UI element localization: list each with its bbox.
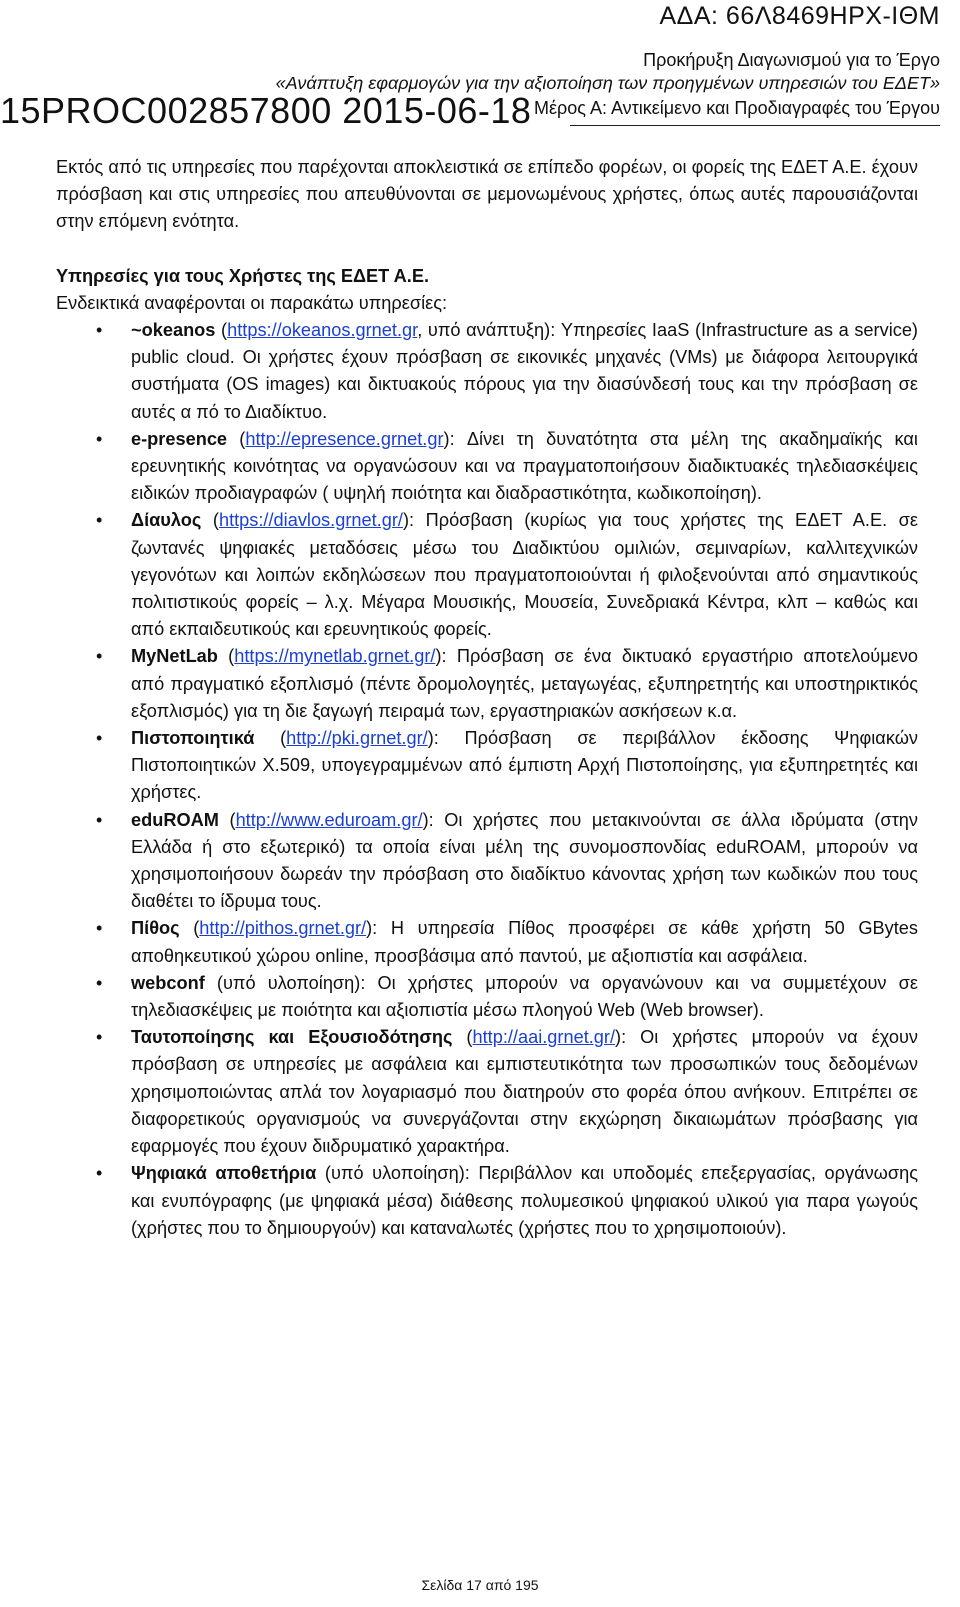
bullet-icon: • — [96, 972, 103, 993]
service-desc: ): Δίνει τη δυνατότητα στα μέλη της ακαδημαϊκής και ερευνητικής κοινότητας να οργανώσουν και να πραγματοποιήσουν διαδικτυακές τηλεδιασκέψεις ειδικών προδιαγραφών ( υψηλή ποιότητα και διαδραστικότητα, κωδικοποίηση). — [131, 428, 918, 504]
bullet-icon: • — [96, 428, 103, 449]
service-name: Ψηφιακά αποθετήρια — [131, 1163, 317, 1184]
service-desc: : Περιβάλλον και υποδομές επεξεργασίας, οργάνωσης και ενυπόγραφης (με ψηφιακά μέσα) διάθεσης πολυμεσικού ψηφιακού υλικού για παρα γωγούς (χρήστες που το δημιουργούν) και καταναλωτές (χρήστες που το χρησιμοποιούν). — [131, 1163, 918, 1238]
service-link[interactable]: http://www.eduroam.gr/ — [235, 809, 423, 830]
bullet-icon: • — [96, 728, 103, 749]
page-number: Σελίδα 17 από 195 — [421, 1577, 539, 1593]
service-paren: ( — [227, 428, 246, 449]
section-title: Υπηρεσίες για τους Χρήστες της ΕΔΕΤ Α.Ε. — [56, 266, 430, 286]
service-paren: ( — [452, 1027, 473, 1048]
service-name: eduROAM — [131, 809, 219, 830]
bullet-icon: • — [96, 1163, 103, 1184]
service-desc: : Οι χρήστες μπορούν να οργανώνουν και να συμμετέχουν σε τηλεδιασκέψεις με ποιότητα και αξιοπιστία μέσω πλοηγού Web (Web browser). — [131, 972, 918, 1021]
document-stamp: 15PROC002857800 2015-06-18 — [0, 90, 532, 131]
list-item-pithos — [56, 915, 918, 969]
list-item-aai — [56, 1024, 918, 1160]
service-desc: ): Πρόσβαση σε περιβάλλον έκδοσης Ψηφιακών Πιστοποιητικών X.509, υπογεγραμμένων από έμπιστη Αρχή Πιστοποίησης, για εξυπηρετητές και χρήστες. — [131, 728, 918, 803]
ada-code: ΑΔΑ: 66Λ8469ΗΡΧ-ΙΘΜ — [659, 2, 940, 30]
service-link[interactable]: http://epresence.grnet.gr — [245, 428, 444, 449]
service-link[interactable]: http://aai.grnet.gr/ — [472, 1027, 616, 1048]
bullet-icon: • — [96, 510, 103, 531]
list-item-eduroam — [56, 807, 918, 916]
service-desc: ): Οι χρήστες μπορούν να έχουν πρόσβαση σε υπηρεσίες με ασφάλεια και εμπιστευτικότητα των προσωπικών τους δεδομένων χρησιμοποιώντας απλά τον λογαριασμό που διατηρούν στο φορέα όπου ανήκουν. Επιτρέπει σε διαφορετικούς οργανισμούς να συνεργάζονται στην εκχώρηση δικαιωμάτων πρόσβασης για εφαρμογές που έχουν διιδρυματικό χαρακτήρα. — [131, 1027, 918, 1157]
header-project-name: «Ανάπτυξη εφαρμογών για την αξιοποίηση των προηγμένων υπηρεσιών του ΕΔΕΤ» — [275, 73, 940, 93]
service-paren: ( — [217, 646, 235, 667]
list-item-epresence — [56, 426, 918, 508]
service-name: e-presence — [131, 428, 228, 449]
list-item-webconf — [56, 970, 918, 1024]
service-name: ~okeanos — [131, 320, 216, 340]
list-item-mynetlab — [56, 643, 918, 725]
service-name: webconf — [131, 972, 205, 993]
service-link[interactable]: http://pithos.grnet.gr/ — [199, 918, 367, 939]
service-paren: ( — [179, 918, 200, 939]
list-item-repositories — [56, 1160, 918, 1242]
service-link[interactable]: https://diavlos.grnet.gr/ — [218, 510, 403, 531]
service-link[interactable]: http://pki.grnet.gr/ — [286, 728, 428, 749]
header-divider — [570, 125, 940, 126]
service-desc: ): Οι χρήστες που μετακινούνται σε άλλα ιδρύματα (στην Ελλάδα ή στο εξωτερικό) τα οποία είναι μέλη της συνομοσπονδίας eduROAM, μπορούν να χρησιμοποιήσουν δωρεάν την πρόσβαση στο διαδίκτυο κάνοντας χρήση των κωδικών που τους διαθέτει το ίδρυμα τους. — [131, 809, 918, 912]
list-item-pki — [56, 725, 918, 807]
service-name: MyNetLab — [131, 646, 218, 667]
service-link[interactable]: https://mynetlab.grnet.gr/ — [234, 646, 436, 667]
bullet-icon: • — [96, 320, 103, 340]
service-desc: , υπό ανάπτυξη): Υπηρεσίες IaaS (Infrastructure as a service) public cloud. Οι χρήστες έχουν πρόσβαση σε εικονικές μηχανές (VMs) με διάφορα λειτουργικά συστήματα (OS images) και δικτυακούς πόρους για την διασύνδεσή τους και την πρόσβαση σε αυτές α πό το Διαδίκτυο. — [131, 320, 918, 422]
bullet-icon: • — [96, 918, 103, 939]
list-item-diavlos — [56, 507, 918, 643]
service-desc: ): Πρόσβαση σε ένα δικτυακό εργαστήριο αποτελούμενο από πραγματικό εξοπλισμό (πέντε δρομολογητές, μεταγωγέας, εξυπηρετητής και υποστηρικτικός εξοπλισμός) για τη διε ξαγωγή πειραμά των, εργαστηριακών ασκήσεων κ.α. — [131, 646, 918, 721]
service-paren: ( — [201, 510, 219, 531]
service-name: Ταυτοποίησης και Εξουσιοδότησης — [131, 1027, 453, 1048]
bullet-icon: • — [96, 1027, 103, 1048]
service-paren: ( — [254, 728, 287, 749]
service-name: Πιστοποιητικά — [131, 728, 255, 749]
intro-paragraph: Εκτός από τις υπηρεσίες που παρέχονται αποκλειστικά σε επίπεδο φορέων, οι φορείς της ΕΔΕΤ Α.Ε. έχουν πρόσβαση και στις υπηρεσίες που απευθύνονται σε μεμονωμένους χρήστες, όπως αυτές παρουσιάζονται στην επόμενη ενότητα. — [56, 157, 918, 232]
service-paren: ( — [218, 809, 236, 830]
service-paren: (υπό υλοποίηση) — [316, 1163, 465, 1184]
services-list — [56, 317, 918, 1242]
service-name: Πίθος — [131, 918, 180, 939]
service-desc: ): Η υπηρεσία Πίθος προσφέρει σε κάθε χρήστη 50 GBytes αποθηκευτικού χώρου online, προσβάσιμα από παντού, με αξιοπιστία και ασφάλεια. — [131, 918, 918, 966]
service-link[interactable]: https://okeanos.grnet.gr — [227, 320, 418, 340]
section-lead: Ενδεικτικά αναφέρονται οι παρακάτω υπηρεσίες: — [56, 293, 448, 313]
header-part-title: Μέρος Α: Αντικείμενο και Προδιαγραφές του Έργου — [534, 98, 940, 118]
bullet-icon: • — [96, 646, 103, 667]
header-tender-title: Προκήρυξη Διαγωνισμού για το Έργο — [643, 50, 940, 70]
bullet-icon: • — [96, 809, 103, 830]
service-paren: ( — [215, 320, 228, 340]
service-desc: ): Πρόσβαση (κυρίως για τους χρήστες της ΕΔΕΤ Α.Ε. σε ζωντανές ψηφιακές μεταδόσεις μέσω του Διαδικτύου ομιλιών, σεμιναρίων, καλλιτεχνικών γεγονότων και λοιπών εκδηλώσεων που πραγματοποιούνται ή φιλοξενούνται από σημαντικούς πολιτιστικούς φορείς – λ.χ. Μέγαρα Μουσικής, Μουσεία, Συνεδριακά Κέντρα, κλπ – καθώς και από εκπαιδευτικούς και ερευνητικούς φορείς. — [131, 510, 918, 640]
list-item-okeanos — [56, 317, 918, 426]
service-name: Δίαυλος — [131, 510, 202, 531]
service-paren: (υπό υλοποίηση) — [204, 972, 361, 993]
